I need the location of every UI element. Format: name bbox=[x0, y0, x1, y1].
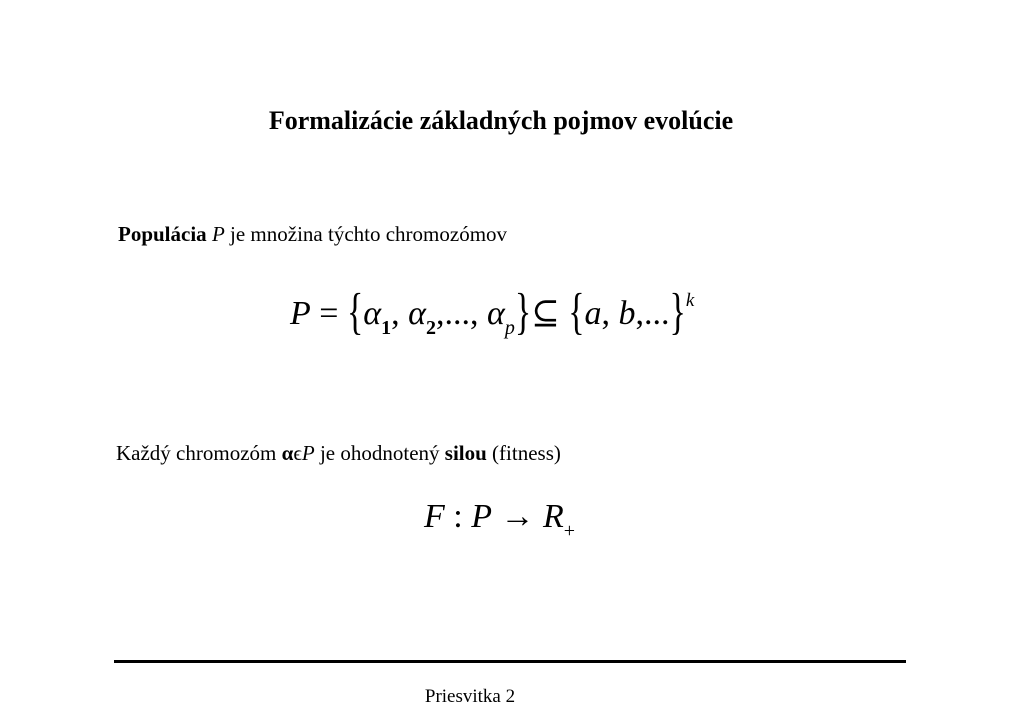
fitness-prefix: Každý chromozóm bbox=[116, 441, 282, 465]
footer-divider bbox=[114, 660, 906, 663]
ellipsis-1: ,..., bbox=[436, 295, 488, 332]
fitness-middle: je ohodnotený bbox=[314, 441, 445, 465]
fitness-formula bbox=[424, 498, 575, 543]
population-text: je množina týchto chromozómov bbox=[224, 222, 508, 246]
subscript-plus: + bbox=[563, 520, 576, 542]
arrow-icon: → bbox=[492, 498, 544, 535]
open-brace: { bbox=[346, 284, 364, 340]
population-label: Populácia bbox=[118, 222, 207, 246]
close-brace: } bbox=[514, 284, 532, 340]
formula-P: P bbox=[471, 498, 493, 535]
formula-lhs: P bbox=[290, 295, 311, 332]
slide-title: Formalizácie základných pojmov evolúcie bbox=[268, 106, 734, 135]
subscript-p: p bbox=[504, 317, 515, 339]
subset-symbol: ⊆ bbox=[531, 295, 569, 332]
power-k: k bbox=[685, 290, 695, 311]
formula-R: R bbox=[543, 498, 564, 535]
population-formula bbox=[290, 284, 695, 340]
comma-2: , bbox=[601, 295, 619, 332]
alpha-1: α bbox=[363, 295, 382, 332]
open-brace-2: { bbox=[568, 284, 585, 340]
fitness-variable: P bbox=[301, 441, 315, 465]
symbol-a: a bbox=[584, 295, 602, 332]
slide-footer: Priesvitka 2 bbox=[424, 686, 516, 707]
fitness-suffix: (fitness) bbox=[486, 441, 561, 465]
ellipsis-2: ,... bbox=[635, 295, 670, 332]
fitness-definition bbox=[116, 441, 561, 466]
population-definition bbox=[118, 222, 507, 247]
alpha-p: α bbox=[487, 295, 505, 332]
element-of-symbol: ϵ bbox=[293, 441, 302, 465]
fitness-alpha: α bbox=[281, 441, 294, 465]
comma-1: , bbox=[391, 295, 409, 332]
formula-colon: : bbox=[444, 498, 472, 535]
subscript-1: 1 bbox=[381, 317, 392, 339]
subscript-2: 2 bbox=[426, 317, 437, 339]
formula-F: F bbox=[424, 498, 445, 535]
symbol-b: b bbox=[618, 295, 636, 332]
close-brace-2: } bbox=[669, 284, 686, 340]
population-variable: P bbox=[211, 222, 225, 246]
fitness-bold-word: silou bbox=[444, 441, 487, 465]
formula-equals: = bbox=[310, 295, 347, 332]
alpha-2: α bbox=[408, 295, 427, 332]
